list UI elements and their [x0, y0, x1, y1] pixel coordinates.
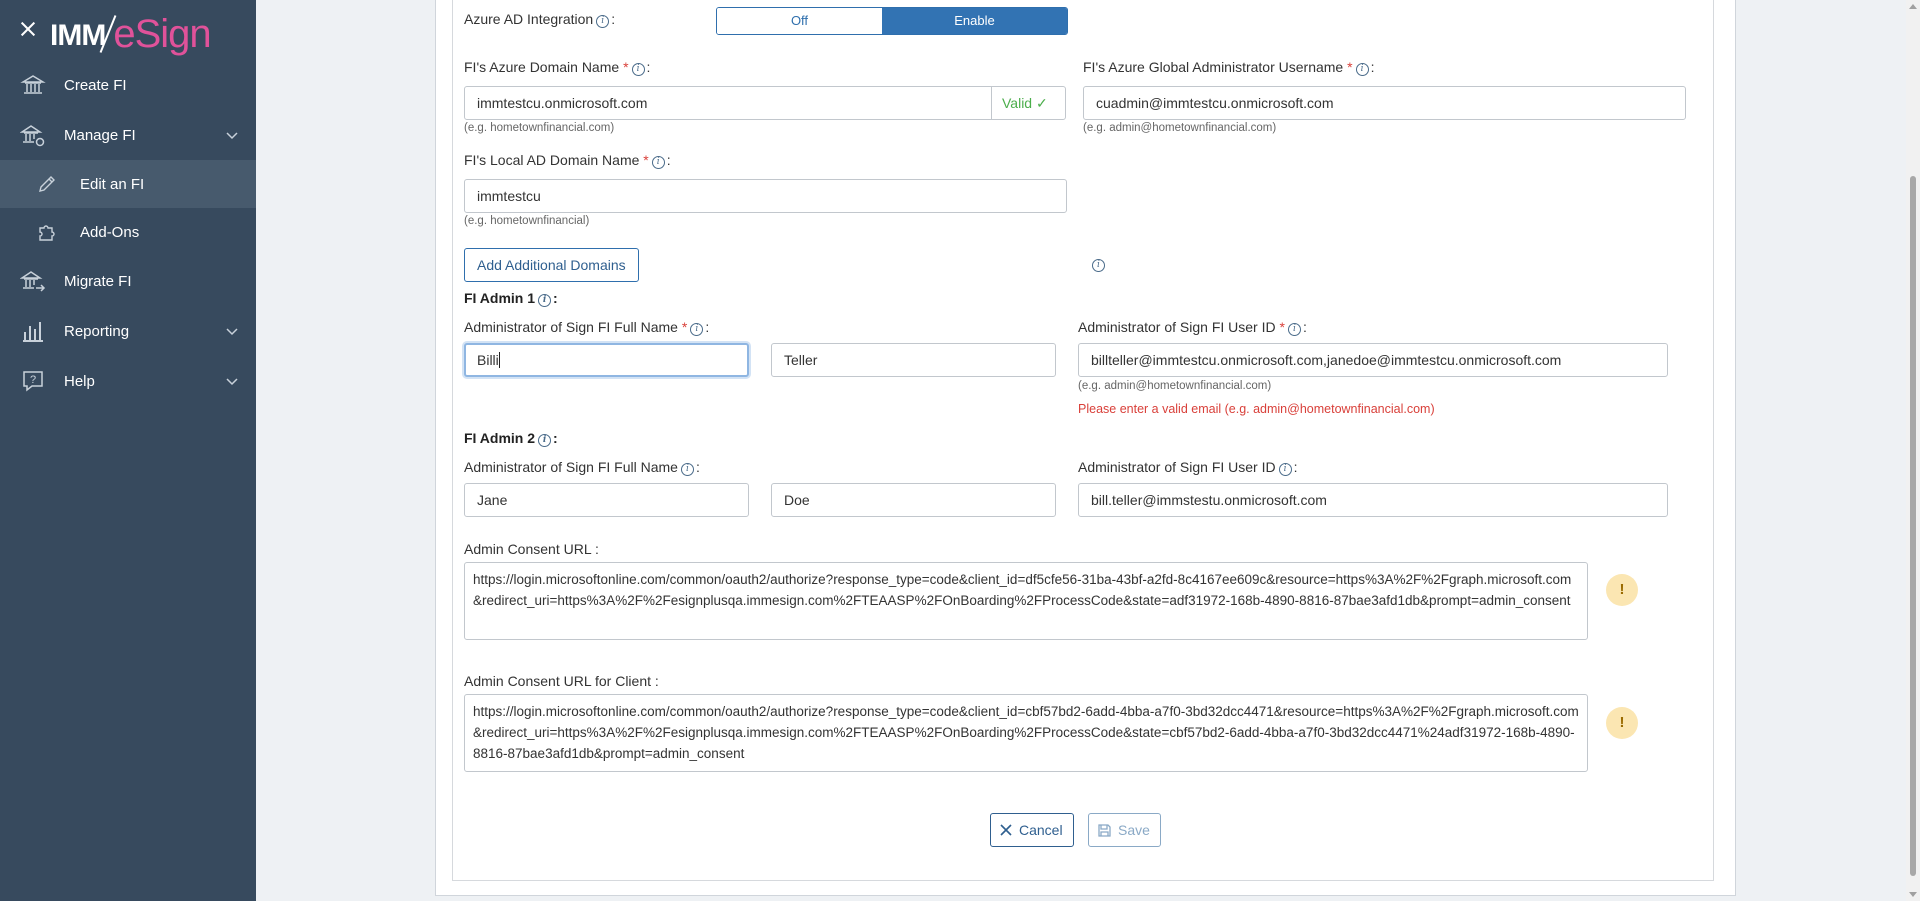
chevron-down-icon: [226, 129, 238, 141]
admin1-fullname-label: [464, 319, 709, 336]
info-icon[interactable]: i: [596, 15, 609, 28]
info-icon[interactable]: i: [1356, 63, 1369, 76]
admin1-fullname-label-text: Administrator of Sign FI Full Name: [464, 319, 678, 335]
logo: [50, 8, 211, 56]
add-additional-domains-button[interactable]: Add Additional Domains: [464, 248, 639, 282]
bar-chart-icon: [20, 318, 46, 344]
label-colon: :: [611, 11, 616, 27]
floppy-disk-icon: [1097, 823, 1112, 838]
info-icon[interactable]: i: [538, 294, 551, 307]
logo-esign: eSign: [113, 12, 211, 56]
admin1-userid-error: Please enter a valid email (e.g. admin@hometownfinancial.com): [1078, 402, 1435, 416]
sidebar-item-label: Migrate FI: [64, 272, 132, 290]
admin1-userid-label: [1078, 319, 1307, 336]
azure-domain-input[interactable]: immtestcu.onmicrosoft.com: [464, 86, 992, 120]
global-admin-label-text: FI's Azure Global Administrator Username: [1083, 59, 1344, 75]
local-ad-label-text: FI's Local AD Domain Name: [464, 152, 640, 168]
fi-admin-1-title-text: FI Admin 1: [464, 290, 536, 306]
text-caret: [499, 352, 500, 368]
label-colon: :: [553, 430, 558, 446]
logo-imm: IMM: [50, 19, 106, 52]
label-colon: :: [553, 290, 558, 306]
admin1-userid-label-text: Administrator of Sign FI User ID: [1078, 319, 1276, 335]
required-marker: *: [623, 59, 629, 75]
scroll-up-icon[interactable]: [1909, 4, 1917, 9]
admin2-userid-label-text: Administrator of Sign FI User ID: [1078, 459, 1276, 475]
admin-consent-url-textarea[interactable]: https://login.microsoftonline.com/common/oauth2/authorize?response_type=code&client_id=df5cfe56-31ba-43bf-a2fd-8c4167ee609c&resource=https%3A%2F%2Fgraph.microsoft.com&redirect_uri=https%3A%2F%2Fesignplusqa.immesign.com%2FTEAASP%2FOnBoarding%2FProcessCode&state=adf31972-168b-4890-8816-87bae3afd1db&prompt=admin_consent: [464, 562, 1588, 640]
local-ad-hint: (e.g. hometownfinancial): [464, 215, 590, 227]
chevron-down-icon: [226, 325, 238, 337]
warning-icon[interactable]: !: [1606, 707, 1638, 739]
admin-consent-client-textarea[interactable]: https://login.microsoftonline.com/common/oauth2/authorize?response_type=code&client_id=cbf57bd2-6add-4bba-a7f0-3bd32dcc4471&resource=https%3A%2F%2Fgraph.microsoft.com&redirect_uri=https%3A%2F%2Fesignplusqa.immesign.com%2FTEAASP%2FOnBoarding%2FProcessCode&state=cbf57bd2-6add-4bba-a7f0-3bd32dcc4471%24adf31972-168b-4890-8816-87bae3afd1db&prompt=admin_consent: [464, 694, 1588, 772]
bank-icon: [20, 72, 46, 98]
save-button[interactable]: [1088, 813, 1161, 847]
label-colon: :: [1302, 319, 1307, 335]
admin2-first-name-input[interactable]: Jane: [464, 483, 749, 517]
save-button-label: Save: [1118, 822, 1150, 838]
sidebar-item-label: Create FI: [64, 76, 127, 94]
cancel-button[interactable]: [990, 813, 1074, 847]
sidebar-header: [0, 0, 256, 62]
puzzle-icon: [36, 221, 58, 243]
fi-admin-1-title: [464, 290, 558, 307]
bank-gear-icon: [20, 122, 46, 148]
global-admin-label: [1083, 59, 1374, 76]
label-colon: :: [1370, 59, 1375, 75]
help-chat-icon: [20, 368, 46, 394]
scrollbar-thumb[interactable]: [1910, 176, 1916, 876]
required-marker: *: [1347, 59, 1353, 75]
form-container: [452, 0, 1714, 881]
sidebar-item-add-ons[interactable]: [0, 208, 256, 256]
sidebar-item-migrate-fi[interactable]: [0, 256, 256, 306]
label-colon: :: [646, 59, 651, 75]
fi-admin-2-title: [464, 430, 558, 447]
scroll-down-icon[interactable]: [1909, 892, 1917, 897]
sidebar-item-label: Add-Ons: [80, 223, 140, 241]
azure-ad-label-text: Azure AD Integration: [464, 11, 594, 27]
info-icon[interactable]: i: [632, 63, 645, 76]
info-icon[interactable]: i: [1288, 323, 1301, 336]
azure-domain-label: [464, 59, 650, 76]
azure-ad-toggle[interactable]: [716, 7, 1068, 35]
admin1-userid-hint: (e.g. admin@hometownfinancial.com): [1078, 380, 1272, 392]
warning-icon[interactable]: !: [1606, 574, 1638, 606]
sidebar-item-create-fi[interactable]: [0, 60, 256, 110]
sidebar-item-label: Manage FI: [64, 126, 136, 144]
admin1-last-name-input[interactable]: Teller: [771, 343, 1056, 377]
global-admin-hint: (e.g. admin@hometownfinancial.com): [1083, 122, 1277, 134]
admin1-first-name-input[interactable]: [464, 343, 749, 377]
page-scrollbar[interactable]: [1906, 0, 1920, 901]
local-ad-input[interactable]: immtestcu: [464, 179, 1067, 213]
toggle-off-option[interactable]: Off: [717, 8, 882, 34]
azure-domain-label-text: FI's Azure Domain Name: [464, 59, 620, 75]
info-icon[interactable]: i: [652, 156, 665, 169]
azure-ad-label: [464, 11, 615, 28]
required-marker: *: [681, 319, 688, 335]
admin1-userid-input[interactable]: billteller@immtestcu.onmicrosoft.com,janedoe@immtestcu.onmicrosoft.com: [1078, 343, 1668, 377]
info-icon[interactable]: i: [681, 463, 694, 476]
fi-admin-2-title-text: FI Admin 2: [464, 430, 536, 446]
admin1-first-name-value: Billi: [477, 352, 499, 368]
cancel-button-label: Cancel: [1019, 822, 1063, 838]
sidebar-item-reporting[interactable]: [0, 306, 256, 356]
azure-domain-hint: (e.g. hometownfinancial.com): [464, 122, 615, 134]
required-marker: *: [643, 152, 649, 168]
form-card: [435, 0, 1736, 896]
label-colon: :: [705, 319, 710, 335]
info-icon[interactable]: i: [538, 434, 551, 447]
admin2-userid-label: [1078, 459, 1298, 476]
info-icon[interactable]: i: [690, 323, 703, 336]
label-colon: :: [1293, 459, 1298, 475]
info-icon[interactable]: i: [1279, 463, 1292, 476]
sidebar-item-help[interactable]: [0, 356, 256, 406]
toggle-enable-option[interactable]: Enable: [882, 8, 1067, 34]
admin2-fullname-label-text: Administrator of Sign FI Full Name: [464, 459, 678, 475]
valid-badge: Valid ✓: [991, 86, 1066, 120]
admin2-last-name-input[interactable]: Doe: [771, 483, 1056, 517]
global-admin-input[interactable]: cuadmin@immtestcu.onmicrosoft.com: [1083, 86, 1686, 120]
label-colon: :: [666, 152, 671, 168]
svg-text:?: ?: [29, 374, 37, 386]
sidebar: [0, 0, 256, 901]
admin2-fullname-label: [464, 459, 700, 476]
sidebar-item-label: Edit an FI: [80, 175, 145, 193]
admin-consent-client-label: Admin Consent URL for Client :: [464, 673, 659, 689]
pencil-icon: [36, 173, 58, 195]
sidebar-item-edit-fi[interactable]: [0, 160, 256, 208]
sidebar-item-manage-fi[interactable]: [0, 110, 256, 160]
info-icon[interactable]: i: [1092, 259, 1105, 272]
close-icon[interactable]: [18, 19, 38, 39]
local-ad-label: [464, 152, 671, 169]
main-content: [256, 0, 1906, 901]
admin2-userid-input[interactable]: bill.teller@immstestu.onmicrosoft.com: [1078, 483, 1668, 517]
bank-arrow-icon: [20, 268, 46, 294]
admin-consent-url-label: Admin Consent URL :: [464, 541, 599, 557]
sidebar-item-label: Help: [64, 372, 95, 390]
required-marker: *: [1279, 319, 1285, 335]
close-icon: [999, 823, 1013, 837]
sidebar-item-label: Reporting: [64, 322, 130, 340]
label-colon: :: [695, 459, 700, 475]
chevron-down-icon: [226, 375, 238, 387]
